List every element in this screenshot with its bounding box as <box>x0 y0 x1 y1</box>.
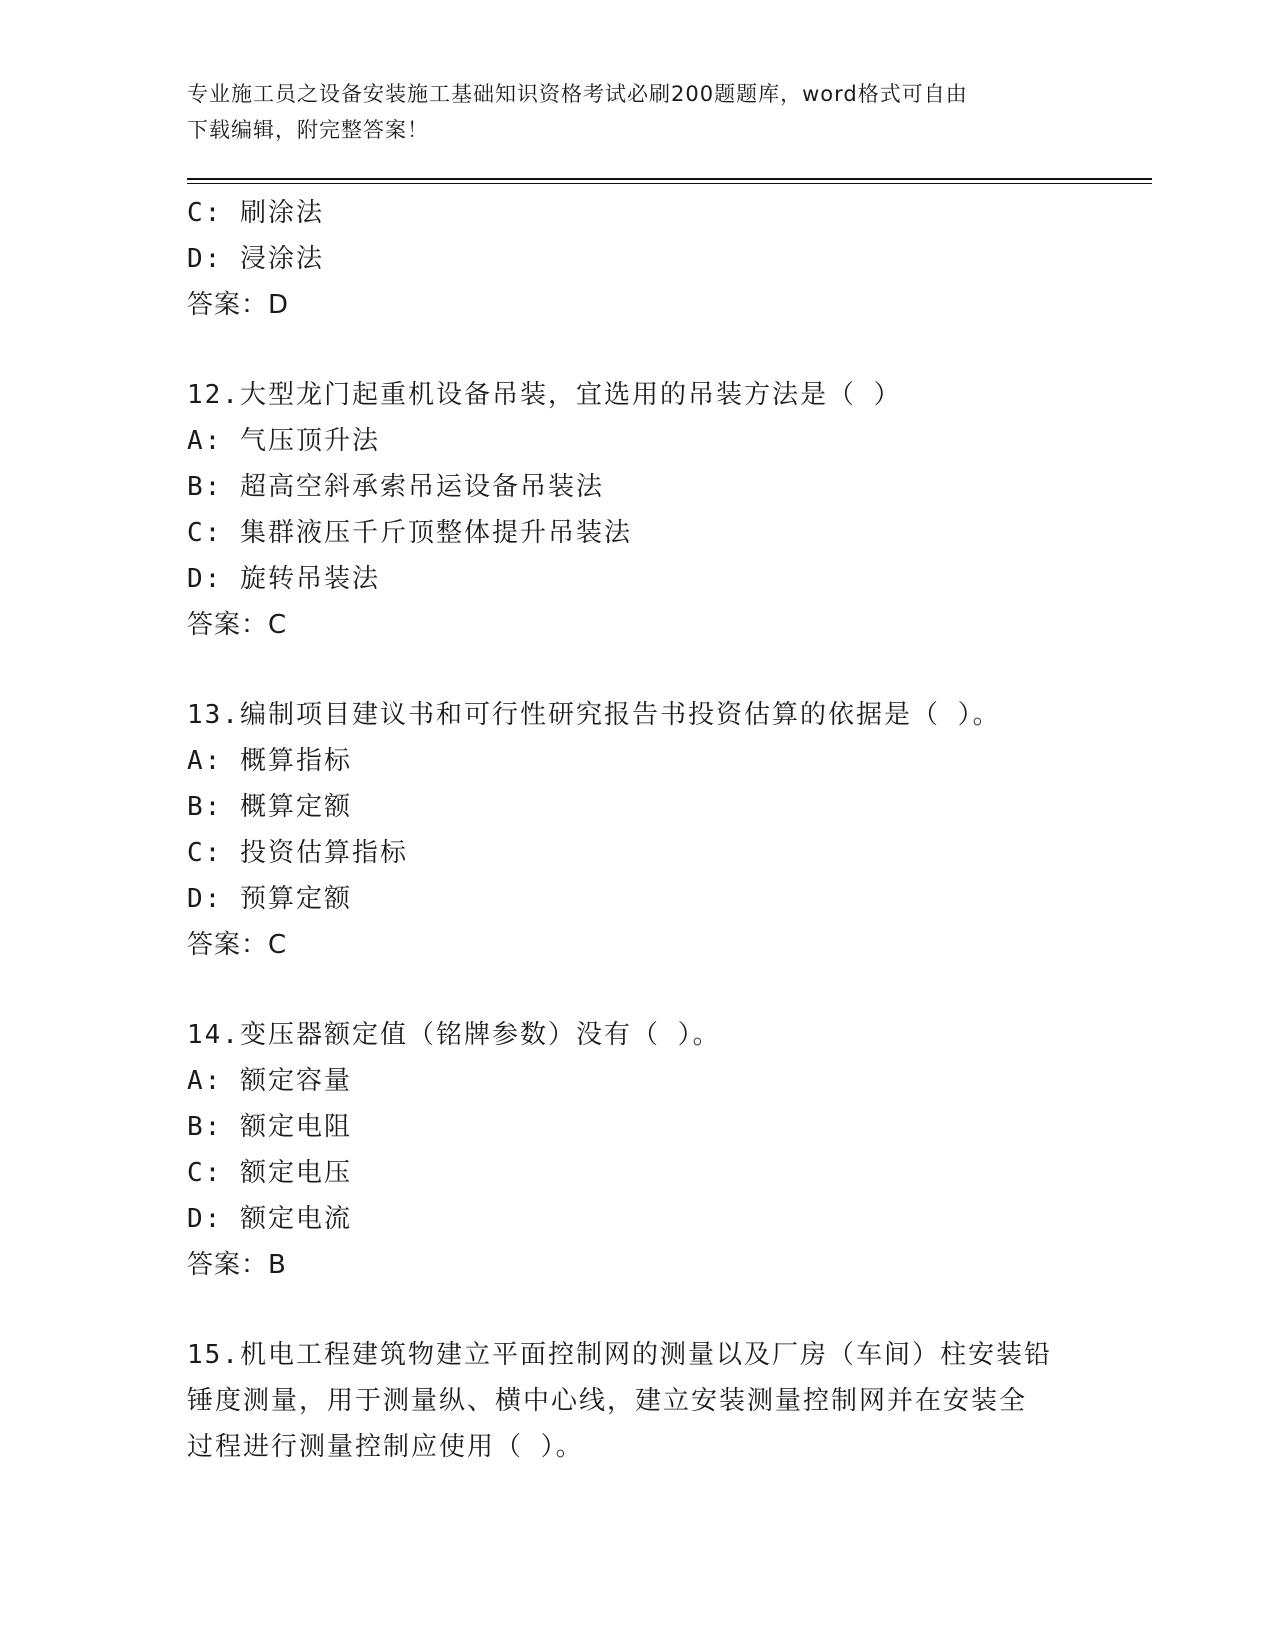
option-d: D: 额定电流 <box>187 1204 352 1234</box>
option-b: B: 额定电阻 <box>187 1112 352 1142</box>
option-d: D: 浸涂法 <box>187 244 324 274</box>
answer-line: 答案：C <box>187 610 288 640</box>
spacer <box>187 968 1117 1012</box>
option-a: A: 额定容量 <box>187 1066 352 1096</box>
question-stem: 14.变压器额定值（铭牌参数）没有（ ）。 <box>187 1020 721 1050</box>
question-stem: 12.大型龙门起重机设备吊装，宜选用的吊装方法是（ ） <box>187 380 902 410</box>
question-15 <box>187 1332 1117 1470</box>
spacer <box>187 1288 1117 1332</box>
question-stem-line-1: 15.机电工程建筑物建立平面控制网的测量以及厂房（车间）柱安装铅 <box>187 1340 1052 1370</box>
header-divider-thin <box>187 183 1152 184</box>
question-13 <box>187 692 1117 968</box>
question-14 <box>187 1012 1117 1288</box>
answer-line: 答案：B <box>187 1250 287 1280</box>
option-a: A: 概算指标 <box>187 746 352 776</box>
option-b: B: 概算定额 <box>187 792 352 822</box>
question-12 <box>187 372 1117 648</box>
header-title-line-1: 专业施工员之设备安装施工基础知识资格考试必刷200题题库，word格式可自由 <box>187 82 968 106</box>
header-title-line-2: 下载编辑，附完整答案！ <box>187 118 429 142</box>
answer-line: 答案：D <box>187 290 290 320</box>
option-c: C: 刷涂法 <box>187 198 324 228</box>
option-a: A: 气压顶升法 <box>187 426 380 456</box>
document-header <box>187 76 1087 148</box>
spacer <box>187 648 1117 692</box>
option-d: D: 预算定额 <box>187 884 352 914</box>
question-stem-line-3: 过程进行测量控制应使用（ ）。 <box>187 1432 584 1462</box>
question-content <box>187 190 1117 1470</box>
question-stem: 13.编制项目建议书和可行性研究报告书投资估算的依据是（ ）。 <box>187 700 1001 730</box>
question-stem-line-2: 锤度测量，用于测量纵、横中心线，建立安装测量控制网并在安装全 <box>187 1386 1028 1416</box>
option-c: C: 额定电压 <box>187 1158 352 1188</box>
option-c: C: 投资估算指标 <box>187 838 408 868</box>
question-11-tail <box>187 190 1117 328</box>
header-divider-thick <box>187 178 1152 180</box>
spacer <box>187 328 1117 372</box>
option-b: B: 超高空斜承索吊运设备吊装法 <box>187 472 604 502</box>
option-c: C: 集群液压千斤顶整体提升吊装法 <box>187 518 632 548</box>
answer-line: 答案：C <box>187 930 288 960</box>
option-d: D: 旋转吊装法 <box>187 564 380 594</box>
